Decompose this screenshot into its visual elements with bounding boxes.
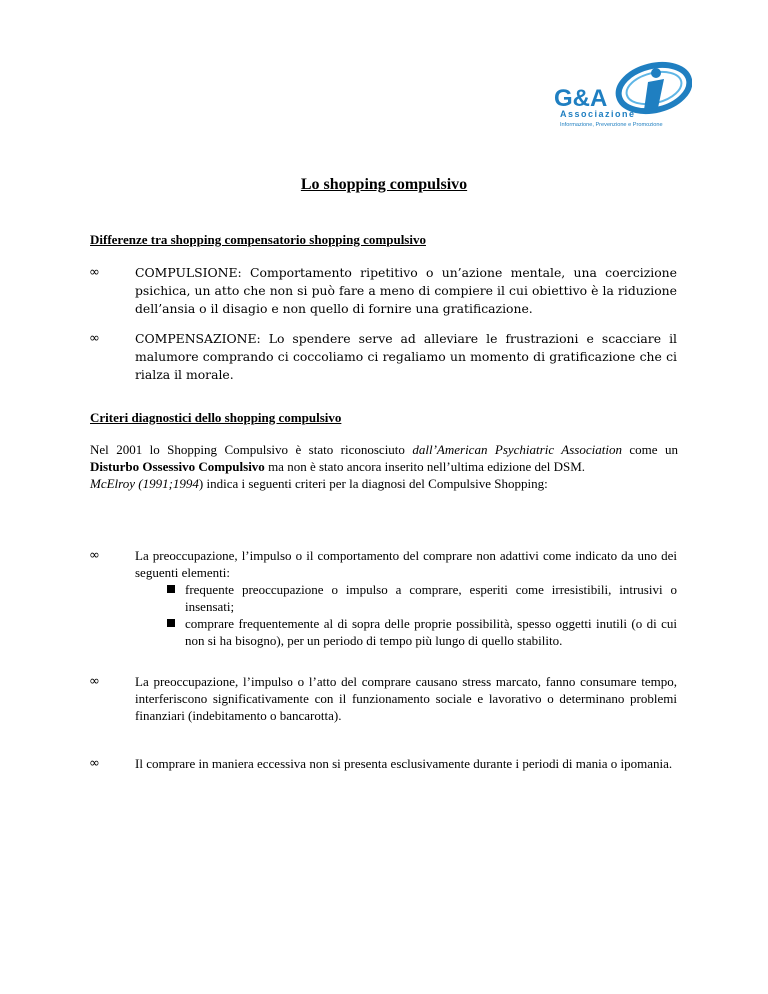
mcelroy-citation: McElroy (1991;1994 xyxy=(90,476,199,491)
criterion-text: La preoccupazione, l’impulso o l’atto del comprare causano stress marcato, fanno consumare tempo, interferiscono significativamente con il funzionamento sociale e lavorativo o determinano problemi finanziari (indebitamento o bancarotta). xyxy=(135,674,677,723)
section1-item-compulsione xyxy=(89,264,677,318)
infinity-bullet-icon: ∞ xyxy=(89,331,100,346)
intro-text-part: ) indica i seguenti criteri per la diagnosi del Compulsive Shopping: xyxy=(198,476,548,491)
criterion-3 xyxy=(89,755,677,772)
section1-item-text: COMPULSIONE: Comportamento ripetitivo o un’azione mentale, una coercizione psichica, un atto che non si può fare a meno di compiere il cui obiettivo è la riduzione dell’ansia o il disagio e non quello di fornire una gratificazione. xyxy=(135,265,677,316)
logo-sub1-text: Associazione xyxy=(560,109,636,119)
square-bullet-icon xyxy=(167,585,175,593)
intro-text-part: ma non è stato ancora inserito nell’ultima edizione del DSM. xyxy=(264,459,586,474)
intro-text-part: come un xyxy=(621,442,678,457)
intro-disorder-name: Disturbo Ossessivo Compulsivo xyxy=(90,459,265,474)
criterion-text: Il comprare in maniera eccessiva non si presenta esclusivamente durante i periodi di mania o ipomania. xyxy=(135,756,673,771)
criterion-1 xyxy=(89,547,677,649)
infinity-bullet-icon: ∞ xyxy=(89,756,100,771)
sub-criterion-text: frequente preoccupazione o impulso a comprare, esperiti come irresistibili, intrusivi o insensati; xyxy=(185,582,677,614)
square-bullet-icon xyxy=(167,619,175,627)
infinity-bullet-icon: ∞ xyxy=(89,265,100,280)
infinity-bullet-icon: ∞ xyxy=(89,674,100,689)
logo-sub2-text: Informazione, Prevenzione e Promozione xyxy=(560,122,663,128)
logo-graphic xyxy=(552,60,692,132)
sub-criterion-item xyxy=(111,581,677,615)
document-title: Lo shopping compulsivo xyxy=(300,176,468,193)
section2-heading: Criteri diagnostici dello shopping compulsivo xyxy=(90,410,342,425)
section1-item-compensazione xyxy=(89,330,677,384)
sub-criterion-text: comprare frequentemente al di sopra delle proprie possibilità, spesso oggetti inutili (o di cui non si ha bisogno), per un periodo di tempo più lungo di quello stabilito. xyxy=(185,616,677,648)
association-logo xyxy=(552,60,692,132)
criterion-sub-list xyxy=(111,581,677,649)
criterion-2 xyxy=(89,673,677,724)
section1-heading: Differenze tra shopping compensatorio shopping compulsivo xyxy=(90,232,426,247)
infinity-bullet-icon: ∞ xyxy=(89,548,100,563)
section1-item-text: COMPENSAZIONE: Lo spendere serve ad alleviare le frustrazioni e scacciare il malumore comprando ci coccoliamo ci regaliamo un momento di gratificazione che ci rialza il morale. xyxy=(135,331,677,382)
logo-brand-text: G&A xyxy=(554,85,608,112)
intro-apa-reference: dall’American Psychiatric Association xyxy=(412,442,622,457)
criterion-text: La preoccupazione, l’impulso o il comportamento del comprare non adattivi come indicato da uno dei seguenti elementi: xyxy=(135,548,677,580)
sub-criterion-item xyxy=(111,615,677,649)
intro-text-part: Nel 2001 lo Shopping Compulsivo è stato riconosciuto xyxy=(90,442,413,457)
intro-paragraph xyxy=(90,441,678,492)
